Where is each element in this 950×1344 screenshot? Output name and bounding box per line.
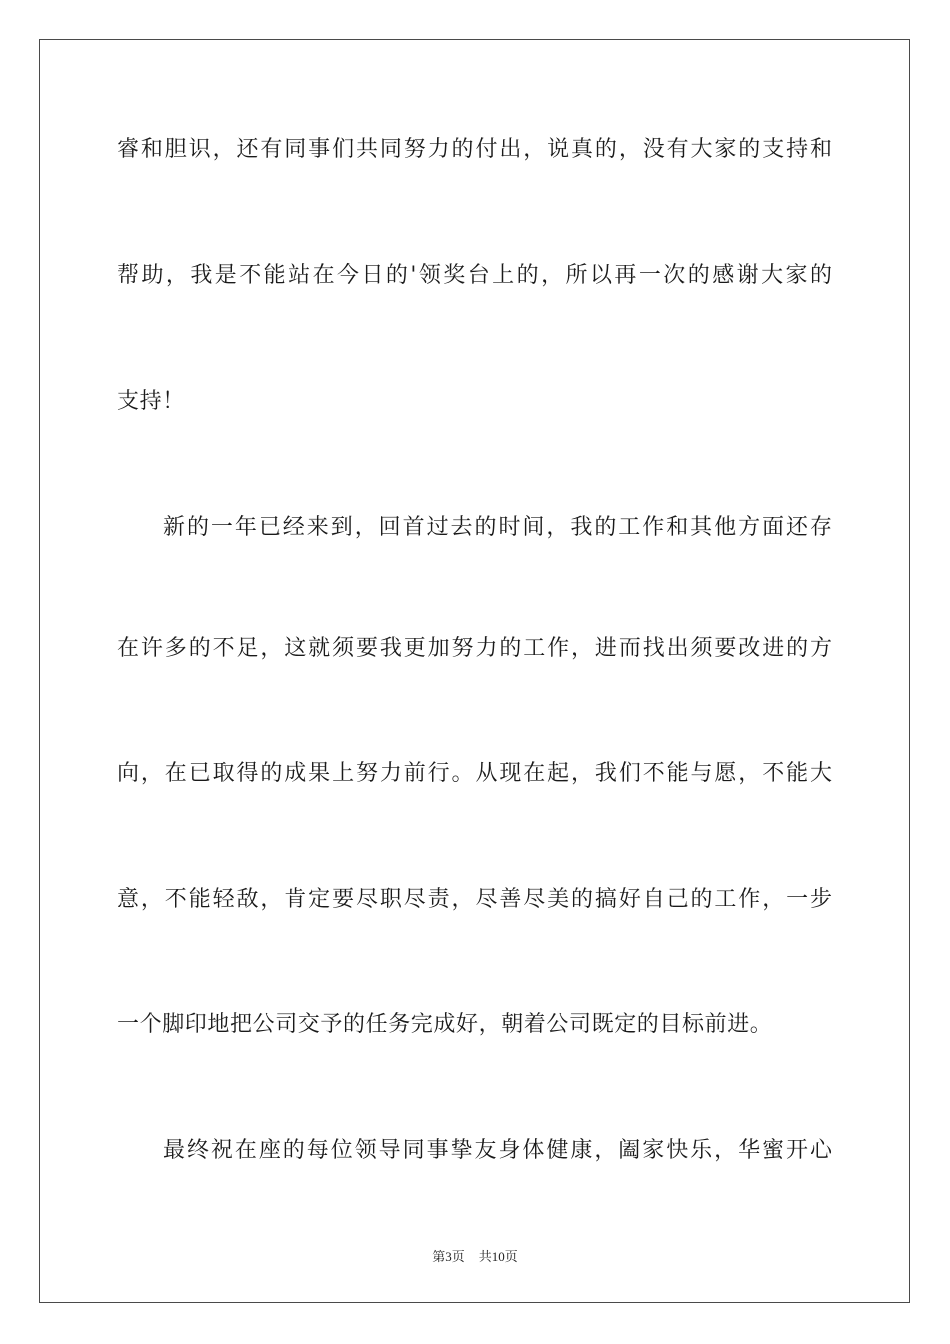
paragraph-line: 支持！: [117, 389, 185, 414]
paragraph-line: 在许多的不足，这就须要我更加努力的工作，进而找出须要改进的方: [117, 636, 832, 661]
paragraph-line: 帮助，我是不能站在今日的'领奖台上的，所以再一次的感谢大家的: [117, 263, 832, 288]
page-border: [39, 39, 910, 1303]
paragraph-line: 向，在已取得的成果上努力前行。从现在起，我们不能与愿，不能大: [117, 761, 832, 786]
page-number: 第3页: [432, 1249, 465, 1264]
paragraph-line: 一个脚印地把公司交予的任务完成好，朝着公司既定的目标前进。: [117, 1012, 773, 1037]
page-total: 共10页: [478, 1249, 518, 1264]
paragraph-line: 意，不能轻敌，肯定要尽职尽责，尽善尽美的搞好自己的工作，一步: [117, 887, 832, 912]
paragraph-line: 新的一年已经来到，回首过去的时间，我的工作和其他方面还存: [163, 515, 832, 540]
paragraph-line: 最终祝在座的每位领导同事挚友身体健康，阖家快乐，华蜜开心: [163, 1138, 832, 1163]
paragraph-line: 睿和胆识，还有同事们共同努力的付出，说真的，没有大家的支持和: [117, 137, 832, 162]
page-footer: [0, 1249, 950, 1265]
